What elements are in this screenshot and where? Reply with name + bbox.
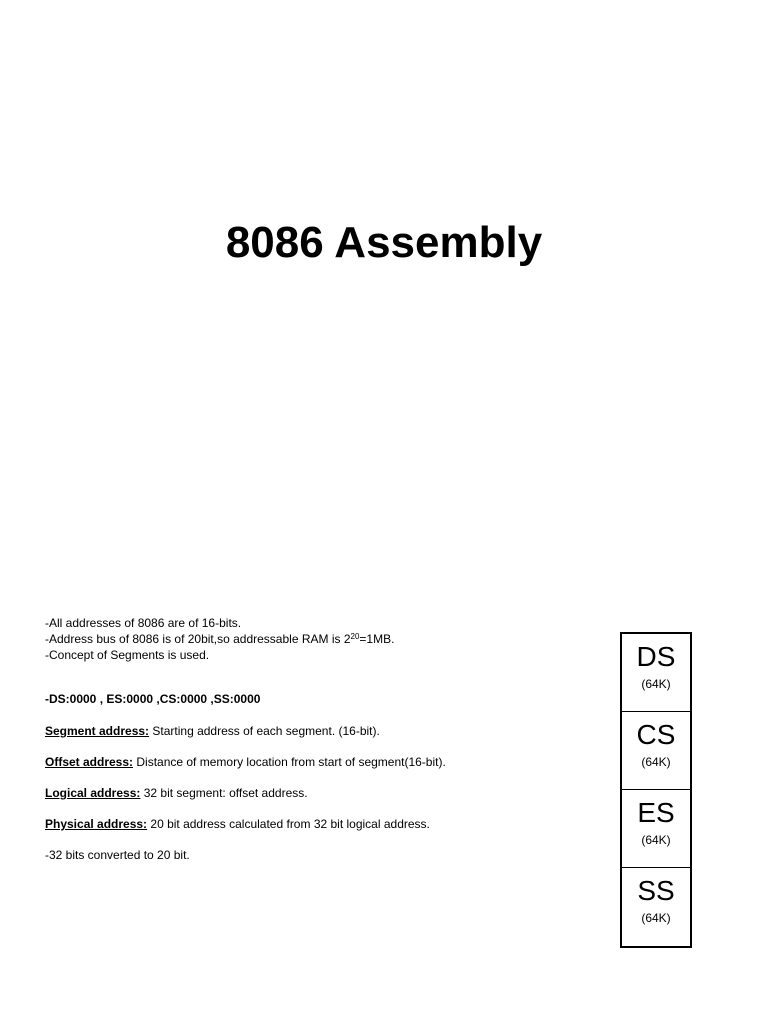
bullet-address-size: -All addresses of 8086 are of 16-bits. [45, 616, 242, 630]
segment-name: CS [636, 719, 676, 750]
segment-size: (64K) [641, 911, 671, 925]
exponent: 20 [350, 632, 360, 641]
definition-term: Physical address: [45, 817, 148, 831]
segment-name: ES [637, 797, 675, 828]
segment-cs [622, 712, 690, 790]
page-title: 8086 Assembly [225, 218, 543, 267]
definition-text: Distance of memory location from start of segment(16-bit). [133, 755, 446, 769]
definition-physical-address [45, 816, 430, 832]
segment-register-values: -DS:0000 , ES:0000 ,CS:0000 ,SS:0000 [45, 692, 261, 706]
segment-ds [622, 634, 690, 712]
segment-name: SS [637, 875, 675, 906]
bullet-segments-concept: -Concept of Segments is used. [45, 648, 210, 662]
definition-logical-address [45, 785, 308, 801]
definition-term: Segment address: [45, 724, 150, 738]
definition-text: 32 bit segment: offset address. [140, 786, 308, 800]
segment-size: (64K) [641, 755, 671, 769]
segment-name: DS [636, 641, 676, 672]
segment-es [622, 790, 690, 868]
segment-size: (64K) [641, 677, 671, 691]
conversion-note: -32 bits converted to 20 bit. [45, 848, 190, 862]
definition-text: 20 bit address calculated from 32 bit logical address. [147, 817, 430, 831]
definition-segment-address [45, 723, 380, 739]
definition-term: Logical address: [45, 786, 141, 800]
segment-size: (64K) [641, 833, 671, 847]
bullet-address-bus [45, 631, 394, 647]
intro-bullets [45, 615, 394, 663]
segment-diagram [620, 632, 692, 948]
segment-ss [622, 868, 690, 947]
definition-term: Offset address: [45, 755, 134, 769]
bullet-address-bus-result: =1MB. [359, 632, 395, 646]
definition-text: Starting address of each segment. (16-bit). [149, 724, 380, 738]
bullet-address-bus-text: -Address bus of 8086 is of 20bit,so addressable RAM is 2 [45, 632, 351, 646]
definition-offset-address [45, 754, 446, 770]
